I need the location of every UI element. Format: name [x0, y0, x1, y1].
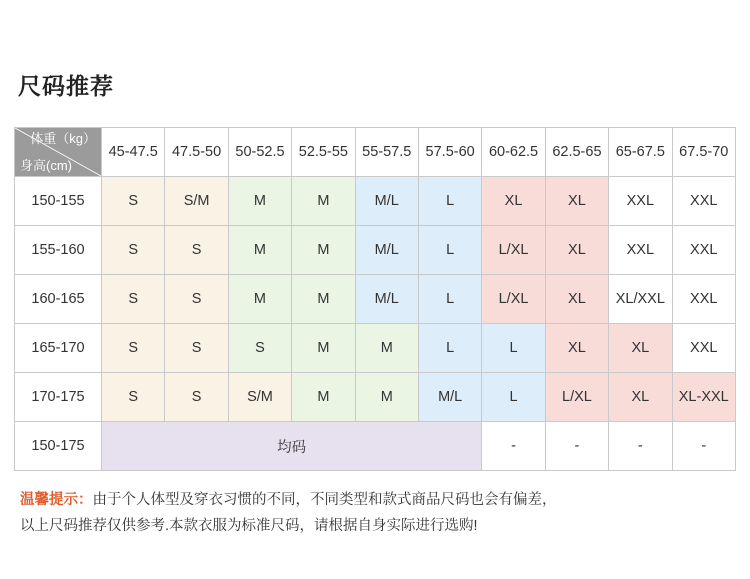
- note-text-1: 由于个人体型及穿衣习惯的不同，不同类型和款式商品尺码也会有偏差，: [92, 492, 557, 508]
- size-cell: XXL: [609, 177, 672, 226]
- note-keyword: 温馨提示：: [20, 492, 93, 508]
- size-cell: XL: [545, 275, 608, 324]
- size-cell: XXL: [672, 275, 735, 324]
- free-size-cell: 均码: [102, 422, 482, 471]
- size-cell: L: [482, 373, 545, 422]
- size-cell: L/XL: [482, 226, 545, 275]
- row-header: 150-155: [15, 177, 102, 226]
- column-header: 45-47.5: [102, 128, 165, 177]
- table-row: [15, 324, 736, 373]
- size-cell: S: [165, 226, 228, 275]
- size-cell: S: [165, 324, 228, 373]
- row-header: 160-165: [15, 275, 102, 324]
- size-cell: M/L: [355, 177, 418, 226]
- row-header: 150-175: [15, 422, 102, 471]
- table-row-free-size: [15, 422, 736, 471]
- size-cell: XL/XXL: [609, 275, 672, 324]
- size-cell: L: [418, 275, 481, 324]
- size-cell: S: [102, 324, 165, 373]
- corner-weight-label: 体重（kg）: [30, 131, 96, 146]
- size-cell: XL: [545, 177, 608, 226]
- table-header-row: [15, 128, 736, 177]
- size-cell: XL: [545, 226, 608, 275]
- size-cell: S/M: [228, 373, 291, 422]
- column-header: 52.5-55: [292, 128, 355, 177]
- size-cell: M: [292, 226, 355, 275]
- size-cell: L: [418, 177, 481, 226]
- row-header: 170-175: [15, 373, 102, 422]
- size-cell: M/L: [355, 275, 418, 324]
- size-cell: L: [482, 324, 545, 373]
- size-cell: XXL: [672, 177, 735, 226]
- row-header: 165-170: [15, 324, 102, 373]
- size-cell: L/XL: [482, 275, 545, 324]
- size-cell: S: [102, 373, 165, 422]
- empty-cell: -: [545, 422, 608, 471]
- note-line-1: [14, 487, 736, 513]
- size-cell: S: [165, 373, 228, 422]
- size-cell: M: [355, 324, 418, 373]
- table-row: [15, 373, 736, 422]
- column-header: 60-62.5: [482, 128, 545, 177]
- size-cell: M: [228, 275, 291, 324]
- size-cell: XL: [482, 177, 545, 226]
- column-header: 65-67.5: [609, 128, 672, 177]
- size-cell: S: [165, 275, 228, 324]
- size-cell: M/L: [355, 226, 418, 275]
- size-cell: S: [102, 177, 165, 226]
- column-header: 47.5-50: [165, 128, 228, 177]
- size-cell: M: [228, 226, 291, 275]
- size-cell: M: [292, 275, 355, 324]
- table-row: [15, 226, 736, 275]
- size-cell: S: [102, 226, 165, 275]
- size-cell: M: [228, 177, 291, 226]
- size-cell: XL: [609, 324, 672, 373]
- size-chart-table: [14, 127, 736, 471]
- size-cell: L/XL: [545, 373, 608, 422]
- column-header: 50-52.5: [228, 128, 291, 177]
- note-line-2: 以上尺码推荐仅供参考.本款衣服为标准尺码，请根据自身实际进行选购!: [20, 518, 478, 534]
- size-cell: M: [355, 373, 418, 422]
- size-cell: M/L: [418, 373, 481, 422]
- column-header: 55-57.5: [355, 128, 418, 177]
- row-header: 155-160: [15, 226, 102, 275]
- column-header: 62.5-65: [545, 128, 608, 177]
- page-title: 尺码推荐: [18, 73, 114, 99]
- size-cell: S: [102, 275, 165, 324]
- size-cell: L: [418, 226, 481, 275]
- size-cell: M: [292, 373, 355, 422]
- corner-height-label: 身高(cm): [20, 158, 72, 173]
- size-cell: XL: [545, 324, 608, 373]
- empty-cell: -: [609, 422, 672, 471]
- size-cell: XXL: [672, 324, 735, 373]
- size-cell: XXL: [672, 226, 735, 275]
- column-header: 67.5-70: [672, 128, 735, 177]
- size-cell: XL: [609, 373, 672, 422]
- table-body: [15, 177, 736, 471]
- size-cell: XL-XXL: [672, 373, 735, 422]
- size-cell: S: [228, 324, 291, 373]
- size-cell: M: [292, 177, 355, 226]
- empty-cell: -: [672, 422, 735, 471]
- table-row: [15, 275, 736, 324]
- size-cell: M: [292, 324, 355, 373]
- size-cell: L: [418, 324, 481, 373]
- corner-axis-cell: [15, 128, 102, 177]
- empty-cell: -: [482, 422, 545, 471]
- table-row: [15, 177, 736, 226]
- size-cell: XXL: [609, 226, 672, 275]
- column-header: 57.5-60: [418, 128, 481, 177]
- table-header: [15, 128, 736, 177]
- size-cell: S/M: [165, 177, 228, 226]
